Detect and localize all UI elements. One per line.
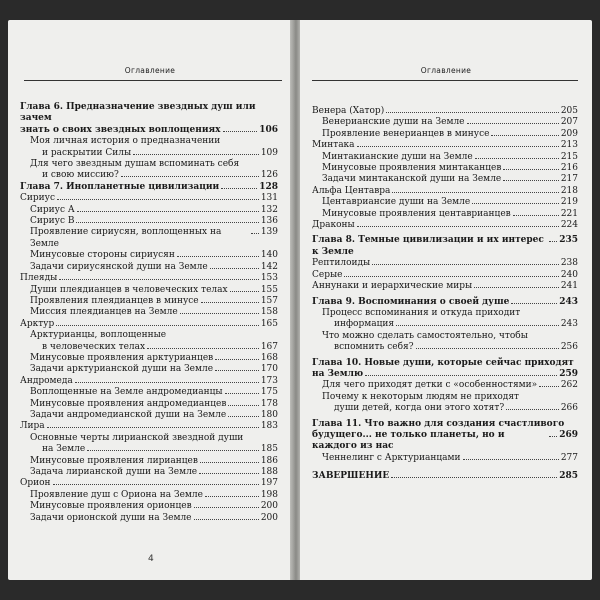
toc-page-number: 266: [560, 403, 578, 414]
toc-page-number: 167: [260, 341, 278, 352]
toc-entry-title: Минусовые проявления андромедианцев: [30, 398, 227, 409]
toc-entry-title: Задачи андромедианской души на Земле: [30, 409, 227, 420]
toc-page-number: 200: [260, 501, 278, 512]
toc-page-number: 168: [260, 352, 278, 363]
toc-entry: [20, 319, 278, 330]
toc-leader-dots: [511, 303, 557, 304]
toc-entry-title: Минусовые стороны сириусян: [30, 250, 175, 261]
toc-page-number: 109: [260, 147, 278, 158]
toc-chapter-entry: [20, 125, 278, 136]
toc-leader-dots: [180, 313, 259, 314]
toc-entry: [20, 376, 278, 387]
toc-entry-title: и свою миссию?: [42, 170, 119, 181]
toc-page-number: 106: [259, 124, 278, 135]
toc-entry-title: Сириус А: [30, 204, 75, 215]
toc-leader-dots: [392, 192, 558, 193]
toc-page-number: 132: [260, 204, 278, 215]
toc-entry-title: Орион: [20, 478, 51, 489]
toc-entry: [20, 513, 278, 524]
toc-entry-title: Венера (Хатор): [312, 106, 385, 116]
toc-leader-dots: [372, 264, 559, 265]
toc-leader-dots: [200, 462, 259, 463]
toc-chapter-entry: [312, 369, 578, 380]
toc-page-number: 205: [560, 106, 578, 116]
toc-leader-dots: [215, 370, 259, 371]
left-page: [8, 20, 292, 580]
toc-entry: [20, 273, 278, 284]
toc-entry-title: Для чего приходят детки с «особенностями»: [322, 380, 538, 391]
toc-chapter-entry: [20, 102, 278, 125]
toc-entry: [312, 319, 578, 330]
toc-leader-dots: [475, 158, 559, 159]
toc-entry-title: в человеческих телах: [42, 341, 146, 352]
toc-entry: [20, 148, 278, 159]
toc-entry: [312, 342, 578, 353]
toc-entry: [20, 193, 278, 204]
toc-page-number: 243: [559, 296, 578, 307]
toc-entry: [20, 205, 278, 216]
toc-entry-title: Минусовые проявления орионцев: [30, 501, 192, 512]
toc-entry: [20, 296, 278, 307]
toc-page-number: 140: [260, 250, 278, 261]
toc-chapter-entry: [312, 471, 578, 482]
toc-entry-title: Минусовые проявления минтаканцев: [322, 163, 502, 174]
toc-leader-dots: [416, 348, 559, 349]
toc-entry-title: вспомнить себя?: [334, 342, 414, 353]
toc-entry: [20, 364, 278, 375]
toc-entry-title: Центавриансие души на Земле: [322, 197, 471, 208]
toc-entry-title: Задачи минтаканской души на Земле: [322, 174, 502, 185]
toc-leader-dots: [205, 496, 259, 497]
toc-entry-title: и раскрытии Силы: [42, 147, 132, 158]
toc-entry: [312, 331, 578, 342]
toc-entry: [20, 216, 278, 227]
toc-entry: [312, 140, 578, 151]
toc-entry-title: Минусовые проявления центаврианцев: [322, 208, 511, 219]
toc-entry-title: ЗАВЕРШЕНИЕ: [312, 471, 390, 482]
toc-page-number: 256: [560, 342, 578, 353]
toc-entry-title: Арктур: [20, 318, 55, 329]
toc-entry: [312, 117, 578, 128]
toc-entry: [20, 262, 278, 273]
toc-entry-title: Минтакианские души на Земле: [322, 151, 473, 162]
toc-leader-dots: [391, 477, 557, 478]
toc-page-number: 180: [260, 409, 278, 420]
toc-page-number: 277: [560, 452, 578, 463]
toc-leader-dots: [87, 450, 259, 451]
toc-leader-dots: [344, 276, 558, 277]
toc-page-number: 219: [560, 197, 578, 208]
toc-entry: [312, 129, 578, 140]
toc-page-number: 235: [559, 235, 578, 246]
toc-page-number: 128: [259, 181, 278, 192]
toc-page-number: 285: [559, 471, 578, 482]
toc-leader-dots: [76, 222, 258, 223]
toc-leader-dots: [463, 459, 559, 460]
toc-leader-dots: [199, 473, 259, 474]
toc-page-number: 221: [560, 208, 578, 219]
toc-leader-dots: [549, 241, 557, 242]
toc-entry-title: Минусовые проявления арктурианцев: [30, 352, 214, 363]
toc-entry: [20, 285, 278, 296]
toc-leader-dots: [357, 146, 559, 147]
toc-entry-title: Задачи орионской души на Земле: [30, 512, 192, 523]
toc-leader-dots: [503, 180, 559, 181]
toc-page-number: 153: [260, 273, 278, 284]
toc-leader-dots: [77, 211, 259, 212]
toc-page-number: 165: [260, 318, 278, 329]
toc-entry: [312, 270, 578, 281]
toc-leader-dots: [513, 215, 559, 216]
toc-entry-title: Плеяды: [20, 273, 58, 284]
toc-entry: [20, 399, 278, 410]
toc-page-number: 238: [560, 258, 578, 269]
header-rule-right: [312, 80, 578, 81]
toc-entry: [20, 159, 278, 170]
toc-page-number: 217: [560, 174, 578, 185]
toc-entry: [20, 433, 278, 444]
toc-entry-title: Что можно сделать самостоятельно, чтобы: [322, 330, 528, 341]
toc-leader-dots: [225, 393, 259, 394]
toc-page-number: 243: [560, 319, 578, 330]
toc-page-number: 240: [560, 269, 578, 280]
toc-entry: [20, 227, 278, 250]
toc-chapter-entry: [312, 419, 578, 430]
toc-leader-dots: [386, 112, 559, 113]
toc-leader-dots: [539, 386, 559, 387]
toc-entry-title: Глава 10. Новые души, которые сейчас приходят: [312, 357, 574, 368]
toc-leader-dots: [75, 382, 259, 383]
toc-page-number: 218: [560, 185, 578, 196]
toc-entry-title: Задача лирианской души на Земле: [30, 467, 198, 477]
toc-entry-title: Серые: [312, 269, 343, 280]
toc-entry-title: на Землю: [312, 368, 364, 379]
toc-entry-title: будущего... не только планеты, но и каждого из нас: [312, 429, 505, 452]
toc-page-number: 178: [260, 398, 278, 409]
toc-chapter-entry: [20, 182, 278, 193]
toc-leader-dots: [56, 325, 259, 326]
toc-entry: [20, 307, 278, 318]
toc-leader-dots: [53, 484, 259, 485]
toc-leader-dots: [396, 325, 559, 326]
toc-entry-title: Сириус: [20, 193, 55, 204]
toc-entry-title: Минусовые проявления лирианцев: [30, 455, 198, 466]
toc-entry-title: Задачи арктурианской души на Земле: [30, 364, 214, 375]
toc-chapter-entry: [312, 358, 578, 369]
toc-page-number: 139: [260, 227, 278, 238]
toc-page-number: 136: [260, 216, 278, 227]
toc-page-number: 197: [260, 478, 278, 489]
toc-leader-dots: [194, 507, 259, 508]
header-rule-left: [24, 80, 282, 81]
toc-leader-dots: [506, 409, 559, 410]
page-number-left: 4: [148, 554, 154, 564]
toc-page-number: 224: [560, 220, 578, 231]
toc-entry: [312, 403, 578, 414]
toc-leader-dots: [467, 123, 559, 124]
toc-page-number: 157: [260, 295, 278, 306]
toc-leader-dots: [121, 176, 259, 177]
toc-entry: [20, 170, 278, 181]
toc-entry-title: Основные черты лирианской звездной души: [30, 432, 244, 443]
toc-page-number: 126: [260, 170, 278, 181]
toc-page-number: 215: [560, 151, 578, 162]
toc-leader-dots: [177, 256, 259, 257]
toc-entry: [312, 220, 578, 231]
toc-page-number: 269: [559, 429, 578, 440]
toc-entry: [312, 380, 578, 391]
toc-entry-title: на Земле: [42, 444, 86, 455]
toc-entry-title: Глава 11. Что важно для создания счастливого: [312, 418, 565, 429]
toc-leader-dots: [491, 135, 558, 136]
toc-page-number: 262: [560, 380, 578, 391]
toc-entry-title: Глава 6. Предназначение звездных душ или зачем: [20, 102, 256, 124]
toc-leader-dots: [201, 302, 259, 303]
toc-entry-title: Глава 7. Инопланетные цивилизации: [20, 181, 220, 192]
toc-entry-title: Альфа Центавра: [312, 185, 391, 196]
toc-page-number: 175: [260, 387, 278, 398]
toc-entry: [312, 281, 578, 292]
toc-entry: [312, 209, 578, 220]
toc-page-number: 186: [260, 455, 278, 466]
toc-entry: [312, 197, 578, 208]
toc-entry: [20, 467, 278, 478]
toc-entry-title: Минтака: [312, 140, 355, 151]
toc-entry-title: Проявление сириусян, воплощенных на Земле: [30, 227, 222, 249]
toc-entry: [20, 421, 278, 432]
toc-page-number: 200: [260, 512, 278, 523]
toc-page-number: 216: [560, 163, 578, 174]
toc-leader-dots: [472, 203, 559, 204]
toc-page-number: 170: [260, 364, 278, 375]
toc-leader-dots: [228, 416, 259, 417]
toc-page-number: 198: [260, 489, 278, 500]
toc-leader-dots: [210, 268, 259, 269]
toc-leader-dots: [251, 233, 259, 234]
toc-entry-title: Души плеядианцев в человеческих телах: [30, 284, 228, 295]
toc-entry: [312, 174, 578, 185]
toc-entry-title: Аннунаки и иерархические миры: [312, 281, 473, 292]
toc-chapter-entry: [312, 235, 578, 258]
toc-page-number: 155: [260, 284, 278, 295]
right-page: [300, 20, 592, 580]
toc-leader-dots: [47, 427, 259, 428]
toc-entry: [20, 444, 278, 455]
toc-entry: [312, 186, 578, 197]
toc-leader-dots: [147, 348, 259, 349]
toc-page-number: 188: [260, 467, 278, 477]
toc-page-number: 158: [260, 307, 278, 318]
toc-leader-dots: [365, 375, 557, 376]
toc-entry-title: Миссия плеядианцев на Земле: [30, 307, 178, 318]
toc-entry-title: Задачи сириусянской души на Земле: [30, 261, 208, 272]
toc-leader-dots: [133, 154, 259, 155]
toc-leader-dots: [194, 519, 259, 520]
toc-entry-title: Моя личная история о предназначении: [30, 136, 221, 147]
toc-page-number: 142: [260, 261, 278, 272]
toc-entry-title: Андромеда: [20, 375, 73, 386]
toc-entry-title: знать о своих звездных воплощениях: [20, 124, 221, 135]
toc-entry: [20, 136, 278, 147]
toc-entry-title: информация: [334, 319, 395, 330]
toc-entry: [312, 258, 578, 269]
toc-entry: [20, 501, 278, 512]
toc-entry: [312, 106, 578, 117]
toc-page-number: 173: [260, 375, 278, 386]
toc-leader-dots: [503, 169, 558, 170]
toc-page-number: 213: [560, 140, 578, 151]
toc-entry-title: Глава 9. Воспоминания о своей душе: [312, 296, 510, 307]
toc-leader-dots: [59, 279, 259, 280]
toc-leader-dots: [230, 291, 259, 292]
toc-entry-title: души детей, когда они этого хотят?: [334, 403, 505, 414]
toc-page-number: 209: [560, 128, 578, 139]
toc-entry: [20, 342, 278, 353]
toc-entry: [20, 387, 278, 398]
toc-entry-title: Проявления плеядианцев в минусе: [30, 295, 199, 306]
toc-entry-title: Лира: [20, 421, 45, 432]
toc-leader-dots: [221, 188, 257, 189]
toc-entry: [20, 410, 278, 421]
toc-entry: [20, 330, 278, 341]
toc-entry-title: Арктурианцы, воплощенные: [30, 330, 167, 341]
toc-leader-dots: [215, 359, 259, 360]
toc-entry-title: Воплощенные на Земле андромедианцы: [30, 387, 223, 398]
toc-entry: [312, 152, 578, 163]
toc-chapter-entry: [312, 297, 578, 308]
toc-entry-title: Драконы: [312, 220, 355, 231]
toc-entry-title: Процесс вспоминания и откуда приходит: [322, 307, 521, 318]
toc-entry: [20, 456, 278, 467]
running-head-left: Оглавление: [124, 66, 176, 75]
toc-chapter-entry: [312, 430, 578, 453]
toc-page-number: 207: [560, 117, 578, 128]
toc-entry-title: Глава 8. Темные цивилизации и их интерес к Земле: [312, 235, 544, 257]
toc-entry-title: Проявление душ с Ориона на Земле: [30, 489, 203, 500]
toc-page-number: 185: [260, 444, 278, 455]
toc-entry: [312, 163, 578, 174]
toc-entry-title: Рептилоиды: [312, 258, 371, 269]
toc-entry-title: Венерианские души на Земле: [322, 117, 465, 128]
toc-leader-dots: [57, 199, 259, 200]
toc-page-number: 131: [260, 193, 278, 204]
running-head-right: Оглавление: [420, 66, 472, 75]
toc-entry: [20, 490, 278, 501]
toc-entry-title: Ченнелинг с Арктурианцами: [322, 452, 461, 463]
toc-entry-title: Сириус В: [30, 216, 75, 227]
toc-left: [20, 102, 278, 524]
toc-entry: [312, 308, 578, 319]
toc-leader-dots: [228, 405, 258, 406]
toc-leader-dots: [357, 226, 559, 227]
toc-page-number: 259: [559, 368, 578, 379]
toc-leader-dots: [549, 436, 557, 437]
toc-leader-dots: [474, 287, 559, 288]
toc-entry: [20, 353, 278, 364]
toc-entry: [312, 392, 578, 403]
toc-entry-title: Почему к некоторым людям не приходят: [322, 391, 520, 402]
toc-right: [312, 106, 578, 483]
toc-entry: [312, 453, 578, 464]
toc-page-number: 183: [260, 421, 278, 432]
toc-leader-dots: [223, 131, 258, 132]
toc-page-number: 241: [560, 281, 578, 292]
toc-entry: [20, 250, 278, 261]
toc-entry: [20, 478, 278, 489]
toc-entry-title: Для чего звездным душам вспоминать себя: [30, 159, 240, 170]
toc-entry-title: Проявление венерианцев в минусе: [322, 128, 490, 139]
